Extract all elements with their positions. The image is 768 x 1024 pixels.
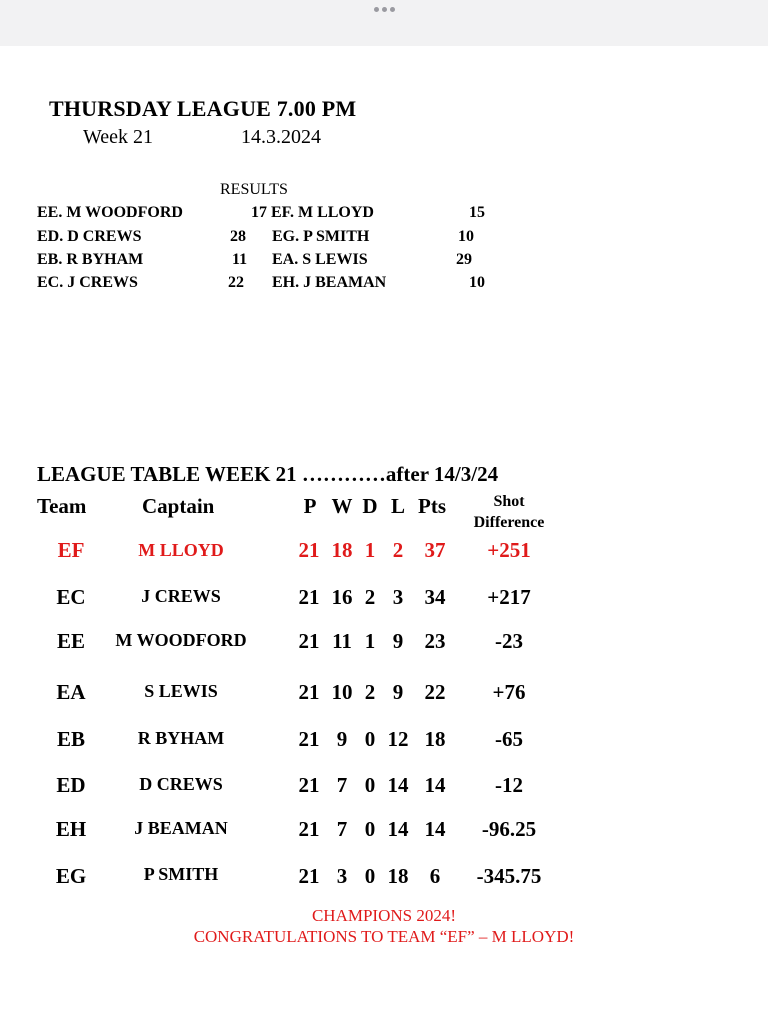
date-label: 14.3.2024	[241, 126, 321, 148]
captain-name: P SMITH	[143, 864, 219, 884]
played: 21	[298, 727, 320, 751]
points: 6	[429, 864, 441, 888]
home-score: 22	[228, 274, 244, 291]
captain-name: J CREWS	[141, 586, 221, 606]
team-code: EG	[55, 864, 87, 888]
col-played: P	[303, 494, 317, 518]
week-label: Week 21	[83, 126, 154, 148]
col-captain: Captain	[142, 494, 215, 518]
team-code: EA	[56, 680, 86, 704]
away-score: 10	[469, 274, 485, 291]
lost: 14	[387, 817, 409, 841]
won: 7	[336, 773, 348, 797]
points: 23	[424, 629, 446, 653]
results-heading: RESULTS	[220, 181, 288, 198]
home-team: EB. R BYHAM	[37, 251, 144, 268]
shot-difference: -345.75	[476, 864, 542, 888]
drawn: 2	[364, 585, 376, 609]
drawn: 0	[364, 727, 376, 751]
drawn: 1	[364, 629, 376, 653]
away-team: EF. M LLOYD	[271, 204, 374, 221]
drawn: 0	[364, 773, 376, 797]
played: 21	[298, 817, 320, 841]
won: 11	[332, 629, 352, 653]
drawn: 2	[364, 680, 376, 704]
team-code: EF	[57, 538, 85, 562]
played: 21	[298, 680, 320, 704]
lost: 12	[387, 727, 409, 751]
shot-difference: -23	[495, 629, 523, 653]
played: 21	[298, 773, 320, 797]
won: 9	[336, 727, 348, 751]
team-code: EC	[56, 585, 86, 609]
drawn: 1	[364, 538, 376, 562]
shot-difference: -12	[495, 773, 523, 797]
points: 34	[424, 585, 446, 609]
lost: 3	[392, 585, 404, 609]
won: 10	[331, 680, 353, 704]
points: 37	[424, 538, 446, 562]
col-lost: L	[390, 494, 405, 518]
away-team: EA. S LEWIS	[272, 251, 368, 268]
lost: 9	[392, 629, 404, 653]
shot-difference: -96.25	[481, 817, 537, 841]
points: 14	[424, 773, 446, 797]
page-title: THURSDAY LEAGUE 7.00 PM	[49, 96, 357, 121]
played: 21	[298, 629, 320, 653]
team-code: EE	[56, 629, 85, 653]
team-code: ED	[56, 773, 86, 797]
lost: 2	[392, 538, 404, 562]
home-team: EE. M WOODFORD	[37, 204, 183, 221]
won: 7	[336, 817, 348, 841]
col-shot-line1: Shot	[493, 493, 525, 510]
points: 14	[424, 817, 446, 841]
won: 3	[336, 864, 348, 888]
captain-name: J BEAMAN	[134, 818, 228, 838]
team-code: EB	[56, 727, 85, 751]
col-drawn: D	[362, 494, 378, 518]
more-dots-icon[interactable]	[374, 7, 396, 13]
captain-name: R BYHAM	[137, 728, 225, 748]
home-score: 28	[230, 228, 246, 245]
away-team: EH. J BEAMAN	[272, 274, 387, 291]
points: 22	[424, 680, 446, 704]
away-team: EG. P SMITH	[272, 228, 370, 245]
drawn: 0	[364, 817, 376, 841]
league-table-title: LEAGUE TABLE WEEK 21 …………after 14/3/24	[37, 462, 499, 486]
viewer-top-bar	[0, 0, 768, 46]
col-points: Pts	[418, 494, 446, 518]
team-code: EH	[55, 817, 87, 841]
home-score: 11	[232, 251, 248, 268]
lost: 9	[392, 680, 404, 704]
col-shot-line2: Difference	[473, 514, 545, 531]
away-score: 29	[456, 251, 472, 268]
drawn: 0	[364, 864, 376, 888]
lost: 18	[387, 864, 409, 888]
home-team: EC. J CREWS	[37, 274, 138, 291]
captain-name: S LEWIS	[144, 681, 218, 701]
shot-difference: +217	[487, 585, 531, 609]
played: 21	[298, 864, 320, 888]
captain-name: M WOODFORD	[115, 630, 247, 650]
champions-banner: CHAMPIONS 2024!	[311, 906, 457, 925]
captain-name: D CREWS	[139, 774, 223, 794]
captain-name: M LLOYD	[138, 540, 224, 560]
shot-difference: -65	[495, 727, 523, 751]
shot-difference: +251	[487, 538, 531, 562]
away-score: 15	[469, 204, 485, 221]
away-score: 10	[458, 228, 474, 245]
lost: 14	[387, 773, 409, 797]
home-team: ED. D CREWS	[37, 228, 142, 245]
played: 21	[298, 538, 320, 562]
home-score: 17	[251, 204, 267, 221]
won: 18	[331, 538, 353, 562]
shot-difference: +76	[492, 680, 526, 704]
col-team: Team	[37, 494, 87, 518]
col-won: W	[331, 494, 353, 518]
won: 16	[331, 585, 353, 609]
points: 18	[424, 727, 446, 751]
congratulations-message: CONGRATULATIONS TO TEAM “EF” – M LLOYD!	[193, 927, 575, 946]
played: 21	[298, 585, 320, 609]
